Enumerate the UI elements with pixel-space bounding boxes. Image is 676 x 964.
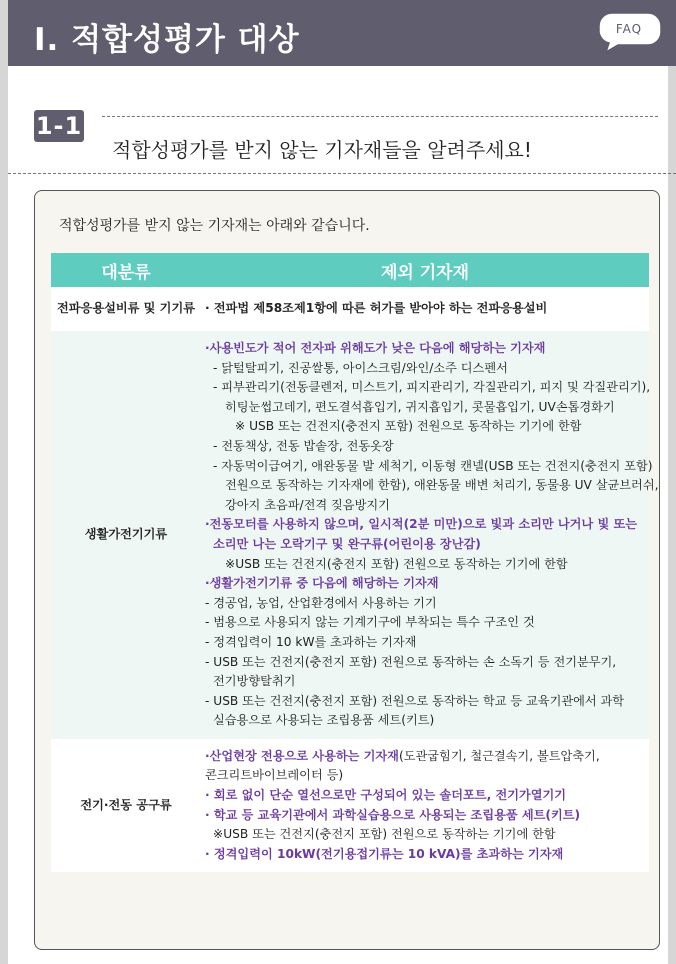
row-content [201, 331, 659, 739]
column-header-category: 대분류 [51, 253, 201, 287]
answer-box [34, 190, 660, 950]
row-line: - 전동책상, 전동 밥솥장, 전동옷장 [213, 438, 394, 453]
divider-bottom [8, 173, 676, 174]
row-line: - 자동먹이급여기, 애완동물 발 세척기, 이동형 캔넬(USB 또는 건전지(충전지 포함) [213, 458, 653, 473]
row-line: · 회로 없이 단순 열선으로만 구성되어 있는 솔더포트, 전기가열기기 [205, 788, 567, 803]
divider-top [102, 116, 658, 117]
row-line: - USB 또는 건전지(충전지 포함) 전원으로 동작하는 손 소독기 등 전기분무기, [205, 654, 617, 669]
row-line: · 학교 등 교육기관에서 과학실습용으로 사용되는 조립용품 세트(키트) [205, 807, 581, 822]
table-row [51, 739, 649, 873]
question-title: 적합성평가를 받지 않는 기자재들을 알려주세요! [112, 138, 532, 162]
section-title: I. 적합성평가 대상 [34, 22, 300, 58]
row-content [201, 287, 649, 331]
table-row [51, 331, 649, 739]
row-category: 전기·전동 공구류 [51, 739, 201, 873]
row-line: ·사용빈도가 적어 전자파 위해도가 낮은 다음에 해당하는 기자재 [205, 341, 546, 355]
row-line: 전기방향탈취기 [213, 674, 296, 689]
row-line: ※USB 또는 건전지(충전지 포함) 전원으로 동작하는 기기에 한함 [213, 827, 556, 842]
row-line: - 닭털탈피기, 진공쌀통, 아이스크림/와인/소주 디스펜서 [213, 360, 508, 375]
table-row [51, 287, 649, 331]
faq-label: FAQ [615, 22, 643, 36]
row-line: - 범용으로 사용되지 않는 기계기구에 부착되는 특수 구조인 것 [205, 615, 535, 630]
answer-intro: 적합성평가를 받지 않는 기자재는 아래와 같습니다. [59, 218, 370, 234]
row-content [201, 739, 649, 873]
row-line [205, 747, 643, 767]
row-line: · 전파법 제58조제1항에 따른 허가를 받아야 하는 전파응용설비 [205, 301, 548, 316]
row-line: - USB 또는 건전지(충전지 포함) 전원으로 동작하는 학교 등 교육기관에서 과학 [205, 693, 625, 708]
row-line: 히팅눈썹고데기, 편도결석흡입기, 귀지흡입기, 콧물흡입기, UV손톱경화기 [225, 399, 615, 414]
row-line: 소리만 나는 오락기구 및 완구류(어린이용 장난감) [213, 536, 481, 551]
row-line: ·생활가전기기류 중 다음에 해당하는 기자재 [205, 576, 439, 591]
row-line: 콘크리트바이브레이터 등) [205, 768, 344, 783]
row-line: - 정격입력이 10 kW를 초과하는 기자재 [205, 634, 417, 649]
table-header-row [51, 253, 649, 287]
row-line-note: (도관굽힘기, 철근결속기, 볼트압축기, [398, 748, 600, 763]
row-line: 강아지 초음파/전격 짖음방지기 [225, 497, 390, 512]
row-line: ※ USB 또는 건전지(충전지 포함) 전원으로 동작하는 기기에 한함 [235, 419, 582, 434]
row-line: ·전동모터를 사용하지 않으며, 일시적(2분 미만)으로 빛과 소리만 나거나 빛 또는 [205, 517, 638, 532]
row-line: 전원으로 동작하는 기자재에 한함), 애완동물 배변 처리기, 동물용 UV 살균브러쉬, [225, 478, 659, 493]
row-line: ※USB 또는 건전지(충전지 포함) 전원으로 동작하는 기기에 한함 [225, 556, 568, 571]
row-line-emphasis: ·산업현장 전용으로 사용하는 기자재 [205, 748, 399, 763]
row-line: - 경공업, 농업, 산업환경에서 사용하는 기기 [205, 595, 437, 610]
row-line: · 정격입력이 10kW(전기용접기류는 10 kVA)를 초과하는 기자재 [205, 846, 564, 861]
question-number: 1-1 [35, 112, 83, 140]
row-category: 전파응용설비류 및 기기류 [51, 287, 201, 331]
row-line: 실습용으로 사용되는 조립용품 세트(키트) [213, 713, 435, 728]
faq-badge [596, 10, 668, 54]
row-line: - 피부관리기(전동클렌저, 미스트기, 피지관리기, 각질관리기, 피지 및 각질관리기), [213, 380, 651, 395]
exclusion-table [51, 253, 659, 872]
row-category: 생활가전기기류 [51, 331, 201, 739]
column-header-excluded: 제외 기자재 [201, 253, 649, 287]
page [8, 0, 668, 964]
section-header [8, 0, 676, 66]
